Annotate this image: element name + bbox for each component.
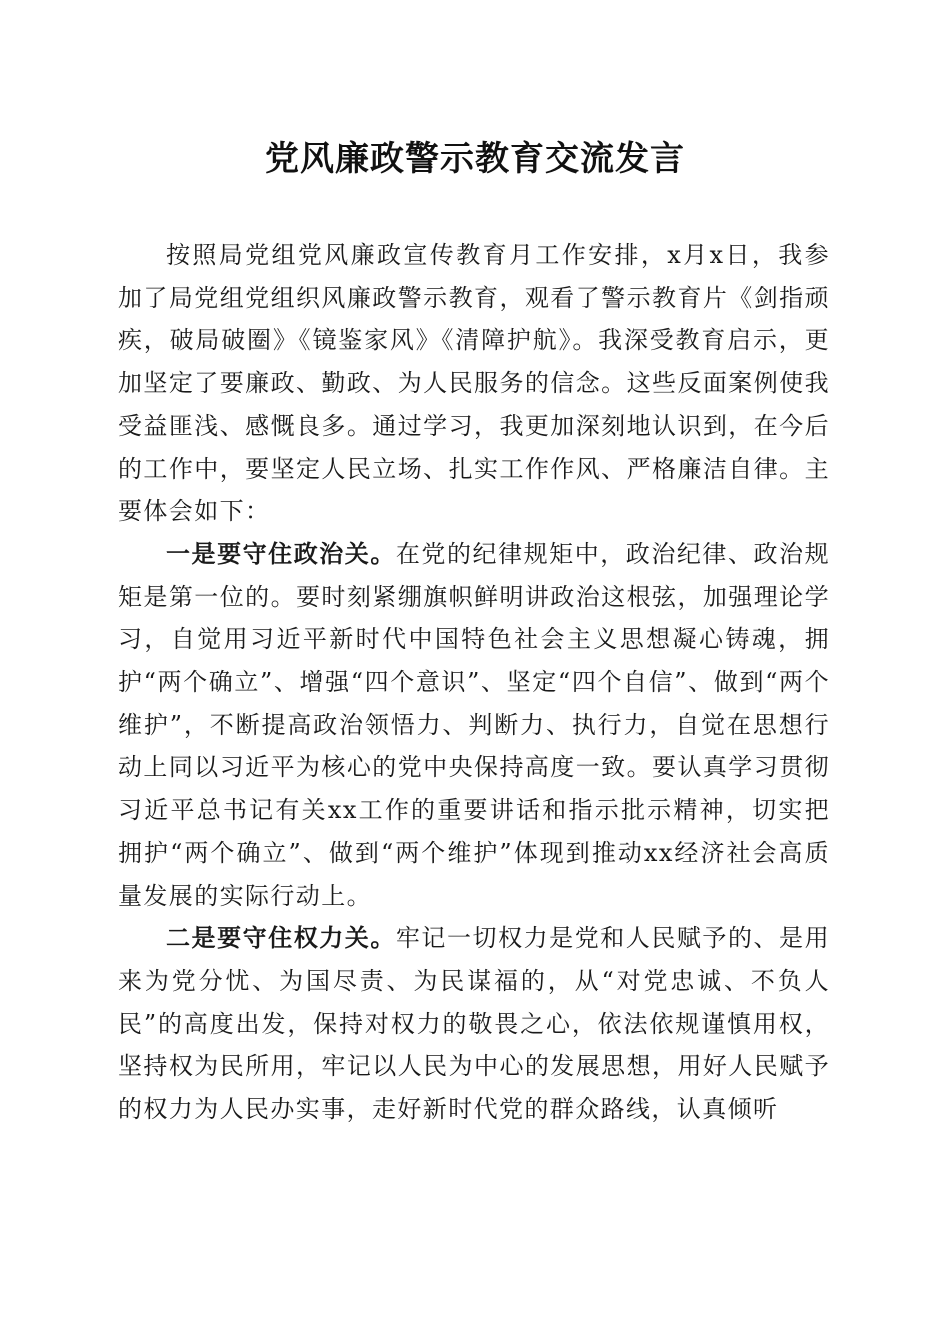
- paragraph-text: 按照局党组党风廉政宣传教育月工作安排，x月x日，我参加了局党组党组织风廉政警示教育，观看了警示教育片《剑指顽疾，破局破圈》《镜鉴家风》《清障护航》。我深受教育启示，更加坚定了要廉政、勤政、为人民服务的信念。这些反面案例使我受益匪浅、感慨良多。通过学习，我更加深刻地认识到，在今后的工作中，要坚定人民立场、扎实工作作风、严格廉洁自律。主要体会如下：: [118, 241, 830, 526]
- paragraph-text: 在党的纪律规矩中，政治纪律、政治规矩是第一位的。要时刻紧绷旗帜鲜明讲政治这根弦，加强理论学习，自觉用习近平新时代中国特色社会主义思想凝心铸魂，拥护“两个确立”、增强“四个意识”、坚定“四个自信”、做到“两个维护”，不断提高政治领悟力、判断力、执行力，自觉在思想行动上同以习近平为核心的党中央保持高度一致。要认真学习贯彻习近平总书记有关xx工作的重要讲话和指示批示精神，切实把拥护“两个确立”、做到“两个维护”体现到推动xx经济社会高质量发展的实际行动上。: [118, 539, 830, 910]
- document-body: [118, 234, 830, 1131]
- paragraph-lead: 二是要守住权力关。: [166, 923, 396, 953]
- paragraph-power: [118, 917, 830, 1131]
- paragraph-political: [118, 533, 830, 917]
- paragraph-lead: 一是要守住政治关。: [166, 538, 396, 568]
- paragraph-intro: [118, 234, 830, 533]
- paragraph-text: 牢记一切权力是党和人民赋予的、是用来为党分忧、为国尽责、为民谋福的，从“对党忠诚、不负人民”的高度出发，保持对权力的敬畏之心，依法依规谨慎用权，坚持权为民所用，牢记以人民为中心的发展思想，用好人民赋予的权力为人民办实事，走好新时代党的群众路线，认真倾听: [118, 924, 830, 1124]
- document-title: 党风廉政警示教育交流发言: [265, 139, 685, 179]
